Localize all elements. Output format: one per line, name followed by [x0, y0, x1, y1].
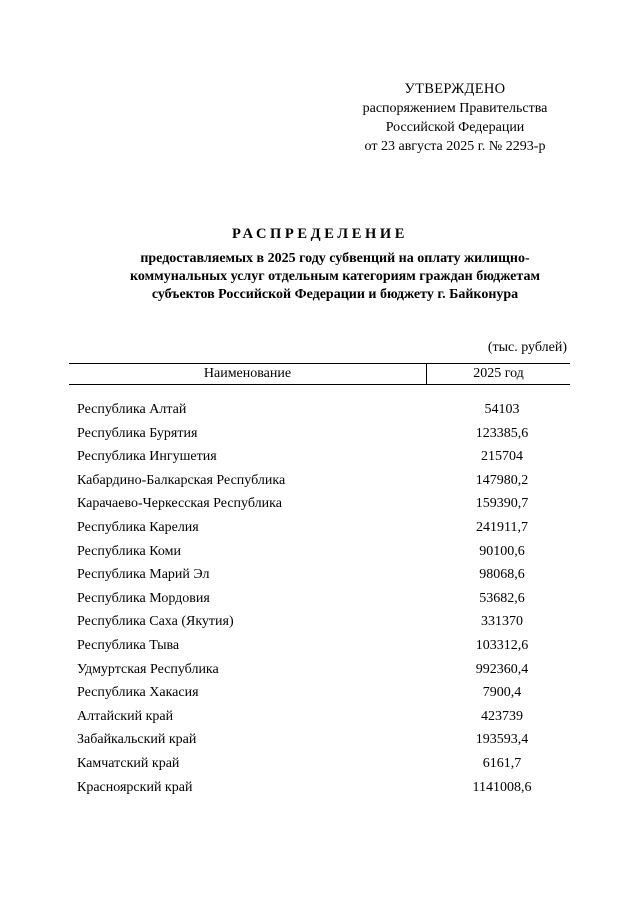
region-amount: 331370 [481, 614, 523, 630]
table-row [77, 469, 570, 493]
approval-stamp [330, 80, 580, 156]
column-header-year: 2025 год [473, 366, 524, 381]
table-row [77, 492, 570, 516]
table-row [77, 587, 570, 611]
region-name: Республика Коми [77, 543, 181, 559]
region-amount: 103312,6 [475, 637, 529, 653]
table-row [77, 752, 570, 776]
table-row [77, 422, 570, 446]
region-amount: 1141008,6 [472, 779, 532, 795]
region-amount: 54103 [484, 402, 520, 417]
region-amount: 159390,7 [475, 496, 529, 512]
region-name: Красноярский край [77, 779, 193, 795]
region-amount: 98068,6 [479, 567, 525, 583]
region-amount: 53682,6 [479, 590, 525, 606]
region-name: Республика Бурятия [77, 425, 198, 441]
region-name: Камчатский край [77, 755, 180, 771]
table-row [77, 445, 570, 469]
approval-line-2: Российской Федерации [385, 120, 525, 135]
region-name: Алтайский край [77, 708, 174, 724]
region-amount: 241911,7 [476, 519, 528, 535]
units-label: (тыс. рублей) [487, 340, 567, 355]
approval-heading: УТВЕРЖДЕНО [404, 81, 506, 97]
table-row [77, 540, 570, 564]
region-name: Кабардино-Балкарская Республика [77, 472, 286, 488]
region-amount: 193593,4 [475, 732, 529, 748]
column-header-name: Наименование [69, 364, 427, 384]
region-amount: 147980,2 [475, 472, 529, 488]
region-amount: 90100,6 [479, 543, 525, 559]
region-amount: 215704 [481, 449, 523, 465]
document-title: РАСПРЕДЕЛЕНИЕ [232, 226, 408, 242]
region-amount: 7900,4 [482, 685, 522, 701]
subtitle-line-2: коммунальных услуг отдельным категориям граждан бюджетам [130, 269, 540, 284]
approval-line-3: от 23 августа 2025 г. № 2293-р [364, 139, 546, 154]
table-row [77, 563, 570, 587]
region-amount: 6161,7 [482, 755, 522, 771]
table-row [77, 728, 570, 752]
region-amount: 423739 [481, 708, 523, 724]
region-name: Республика Ингушетия [77, 449, 217, 465]
subtitle-line-1: предоставляемых в 2025 году субвенций на оплату жилищно- [140, 251, 530, 266]
region-name: Удмуртская Республика [77, 661, 219, 677]
region-name: Республика Хакасия [77, 685, 199, 701]
region-amount: 123385,6 [475, 425, 529, 441]
region-name: Республика Марий Эл [77, 567, 210, 583]
region-name: Республика Карелия [77, 519, 199, 535]
table-body [77, 398, 570, 799]
table-row [77, 776, 570, 800]
subtitle-line-3: субъектов Российской Федерации и бюджету г. Байконура [151, 287, 519, 302]
region-name: Забайкальский край [77, 732, 197, 748]
table-row [77, 658, 570, 682]
region-name: Республика Тыва [77, 637, 180, 653]
table-row [77, 610, 570, 634]
region-name: Республика Алтай [77, 402, 187, 417]
approval-line-1: распоряжением Правительства [362, 101, 548, 116]
table-row [77, 634, 570, 658]
table-header [69, 363, 570, 385]
region-name: Карачаево-Черкесская Республика [77, 496, 282, 512]
region-name: Республика Саха (Якутия) [77, 614, 234, 630]
region-amount: 992360,4 [475, 661, 529, 677]
table-row [77, 398, 570, 422]
table-row [77, 705, 570, 729]
table-row [77, 516, 570, 540]
table-row [77, 681, 570, 705]
document-subtitle [60, 250, 610, 304]
region-name: Республика Мордовия [77, 590, 210, 606]
